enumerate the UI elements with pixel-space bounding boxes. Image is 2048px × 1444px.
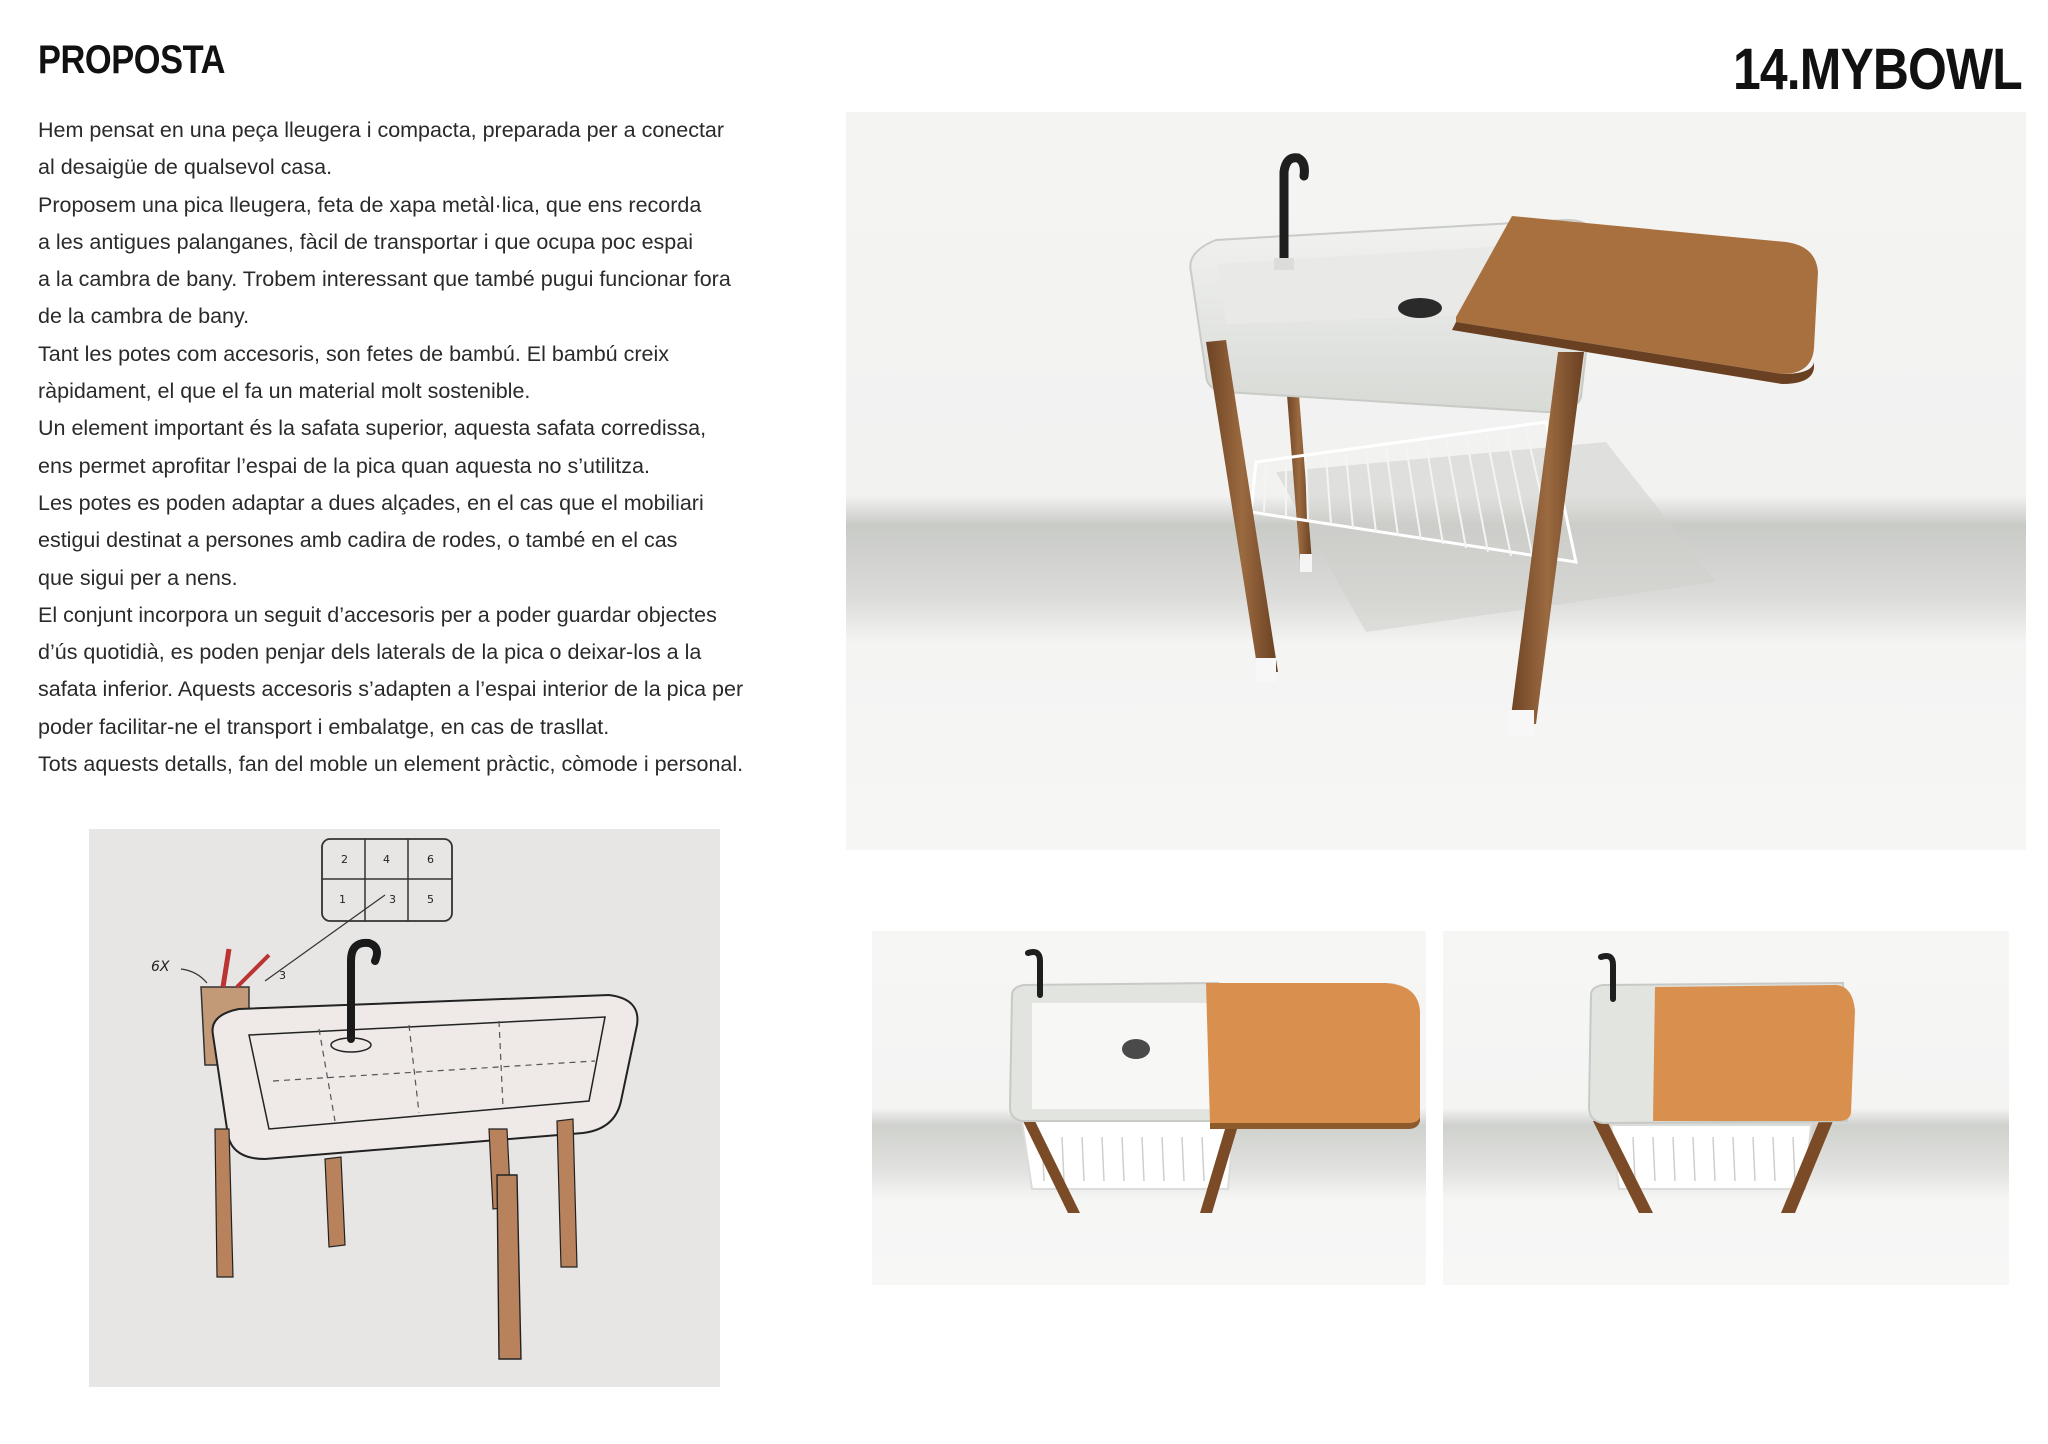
description-line: Hem pensat en una peça lleugera i compacta, preparada per a conectar — [38, 118, 725, 142]
project-name: 14.MYBOWL — [1733, 37, 2022, 102]
grid-cell-label: 2 — [341, 853, 348, 866]
description-line: poder facilitar-ne el transport i embalatge, en cas de trasllat. — [38, 714, 610, 739]
description-line: d’ús quotidià, es poden penjar dels laterals de la pica o deixar-los a la — [38, 640, 702, 665]
description-text — [38, 112, 798, 783]
concept-sketch-image — [89, 829, 720, 1387]
description-line: Tots aquests detalls, fan del moble un element pràctic, còmode i personal. — [38, 752, 744, 777]
sketch-multiplier-label: 6X — [151, 959, 170, 975]
description-line: El conjunt incorpora un seguit d’accesoris per a poder guardar objectes — [38, 602, 717, 627]
sink-render-variant-a — [872, 931, 1426, 1285]
description-line: de la cambra de bany. — [38, 304, 250, 329]
description-line: Tant les potes com accesoris, son fetes de bambú. El bambú creix — [38, 341, 669, 366]
grid-cell-label: 1 — [339, 893, 346, 906]
description-line: Un element important és la safata superior, aquesta safata corredissa, — [38, 416, 707, 441]
render-tray-closed-image — [1443, 931, 2009, 1285]
description-line: ens permet aprofitar l’espai de la pica quan aquesta no s’utilitza. — [38, 453, 650, 478]
description-line: safata inferior. Aquests accesoris s’adapten a l’espai interior de la pica per — [38, 677, 744, 702]
description-line: a la cambra de bany. Trobem interessant que també pugui funcionar fora — [38, 267, 731, 292]
description-line: Les potes es poden adaptar a dues alçades, en el cas que el mobiliari — [38, 490, 704, 515]
description-line: a les antigues palanganes, fàcil de transportar i que ocupa poc espai — [38, 229, 693, 254]
description-line: ràpidament, el que el fa un material molt sostenible. — [38, 379, 531, 404]
sink-render-variant-b — [1443, 931, 2009, 1285]
description-line: estigui destinat a persones amb cadira de rodes, o també en el cas — [38, 528, 678, 553]
render-tray-half-open-image — [872, 931, 1426, 1285]
main-render-image — [846, 112, 2026, 850]
grid-cell-label: 3 — [389, 893, 396, 906]
description-line: al desaigüe de qualsevol casa. — [38, 155, 333, 180]
hand-sketch-illustration — [89, 829, 720, 1387]
grid-cell-label: 4 — [383, 853, 390, 866]
grid-cell-label: 5 — [427, 893, 434, 906]
grid-cell-label: 6 — [427, 853, 434, 866]
page-title: PROPOSTA — [38, 38, 226, 82]
sketch-callout-label: 3 — [279, 969, 286, 982]
description-line: Proposem una pica lleugera, feta de xapa metàl·lica, que ens recorda — [38, 192, 702, 217]
description-line: que sigui per a nens. — [38, 565, 238, 590]
sink-render-illustration — [846, 112, 2026, 850]
